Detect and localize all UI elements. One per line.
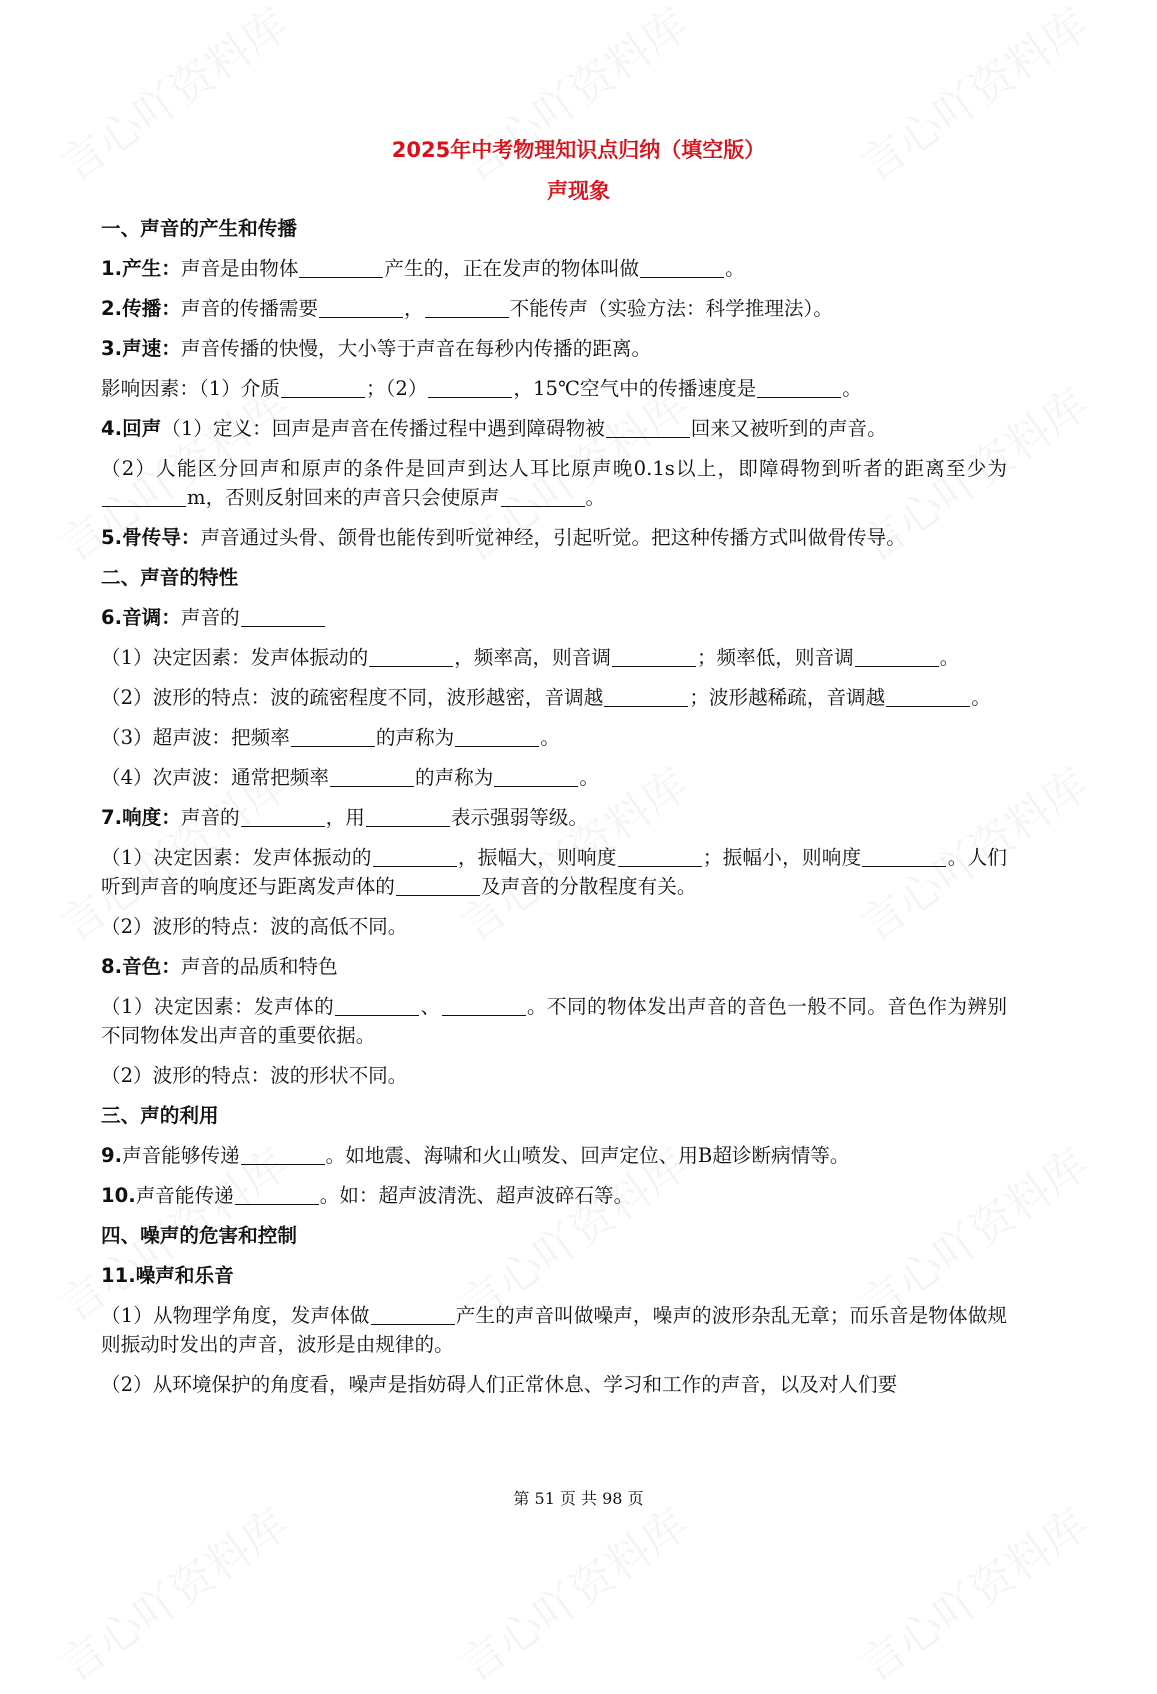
item-label: 1.产生： xyxy=(101,257,181,280)
fill-in-blank xyxy=(604,686,688,707)
paragraph xyxy=(101,334,1007,363)
item-label: 9. xyxy=(101,1144,123,1167)
text: 声音的 xyxy=(180,606,240,629)
text: 。 xyxy=(540,726,560,749)
item-label: 3.声速： xyxy=(101,337,181,360)
text: ；振幅小，则响度 xyxy=(702,846,862,869)
watermark xyxy=(46,0,299,194)
paragraph xyxy=(101,1301,1007,1359)
item-label: 7.响度： xyxy=(101,806,181,829)
text: 。如：超声波清洗、超声波碎石等。 xyxy=(319,1184,634,1207)
paragraph xyxy=(101,643,1007,672)
paragraph xyxy=(101,1061,1007,1090)
fill-in-blank xyxy=(319,297,403,318)
watermark xyxy=(446,1490,699,1694)
item-label: 2.传播： xyxy=(101,297,181,320)
paragraph xyxy=(101,254,1007,283)
text: （1）从物理学角度，发声体做 xyxy=(101,1304,370,1327)
text: ， xyxy=(404,297,424,320)
paragraph xyxy=(101,952,1007,981)
text: 。人们听到声音的响度还与距离发声体的 xyxy=(101,846,1008,898)
fill-in-blank xyxy=(425,297,509,318)
item-label: 6.音调： xyxy=(101,606,181,629)
fill-in-blank xyxy=(371,1304,455,1325)
section-heading xyxy=(101,563,1007,592)
text: 四、噪声的危害和控制 xyxy=(101,1224,297,1247)
text: 产生的声音叫做噪声，噪声的波形杂乱无章；而乐音是物体做规则振动时发出的声音，波形是由规律的。 xyxy=(101,1304,1008,1356)
fill-in-blank xyxy=(281,377,365,398)
fill-in-blank xyxy=(241,606,325,627)
text: （2）人能区分回声和原声的条件是回声到达人耳比原声晚0.1s以上，即障碍物到听者的距离至少为 xyxy=(101,457,1007,480)
fill-in-blank xyxy=(501,486,585,507)
text: （1）决定因素：发声体的 xyxy=(101,995,335,1018)
text: 。 xyxy=(971,686,991,709)
fill-in-blank xyxy=(235,1184,319,1205)
watermark xyxy=(846,1490,1099,1694)
fill-in-blank xyxy=(494,766,578,787)
text: 产生的，正在发声的物体叫做 xyxy=(384,257,640,280)
text: 声音能传递 xyxy=(135,1184,234,1207)
text: 影响因素：（1）介质 xyxy=(101,377,281,400)
watermark xyxy=(846,0,1099,194)
fill-in-blank xyxy=(886,686,970,707)
text: 回来又被听到的声音。 xyxy=(690,417,887,440)
text: 。 xyxy=(725,257,745,280)
fill-in-blank xyxy=(855,646,939,667)
text: ；波形越稀疏，音调越 xyxy=(689,686,886,709)
item-label: 10. xyxy=(101,1184,136,1207)
text: 声音传播的快慢，大小等于声音在每秒内传播的距离。 xyxy=(180,337,652,360)
text: 声音通过头骨、颌骨也能传到听觉神经，引起听觉。把这种传播方式叫做骨传导。 xyxy=(200,526,906,549)
paragraph xyxy=(101,723,1007,752)
text: 声音的品质和特色 xyxy=(180,955,338,978)
text: 不能传声（实验方法：科学推理法）。 xyxy=(509,297,833,320)
text: 声音是由物体 xyxy=(180,257,299,280)
text: ，用 xyxy=(325,806,365,829)
document-title: 2025年中考物理知识点归纳（填空版） xyxy=(391,138,766,162)
text: 二、声音的特性 xyxy=(101,566,239,589)
fill-in-blank xyxy=(102,486,186,507)
paragraph xyxy=(101,374,1007,403)
fill-in-blank xyxy=(291,726,375,747)
text: ；频率低，则音调 xyxy=(696,646,854,669)
text: 。 xyxy=(585,486,606,509)
section-heading xyxy=(101,214,1007,243)
text: 及声音的分散程度有关。 xyxy=(480,875,697,898)
section-heading xyxy=(101,1221,1007,1250)
watermark xyxy=(46,1490,299,1694)
text: 。如地震、海啸和火山喷发、回声定位、用B超诊断病情等。 xyxy=(325,1144,850,1167)
text: ，振幅大，则响度 xyxy=(457,846,617,869)
paragraph xyxy=(101,912,1007,941)
text: 11.噪声和乐音 xyxy=(101,1264,234,1287)
text: 一、声音的产生和传播 xyxy=(101,217,297,240)
fill-in-blank xyxy=(455,726,539,747)
text: 的声称为 xyxy=(415,766,494,789)
fill-in-blank xyxy=(366,806,450,827)
fill-in-blank xyxy=(335,995,419,1016)
text: （4）次声波：通常把频率 xyxy=(101,766,329,789)
fill-in-blank xyxy=(428,377,512,398)
paragraph xyxy=(101,414,1007,443)
text: （3）超声波：把频率 xyxy=(101,726,290,749)
document-subtitle: 声现象 xyxy=(547,179,610,203)
fill-in-blank xyxy=(640,257,724,278)
text: 声音的 xyxy=(180,806,240,829)
fill-in-blank xyxy=(606,417,690,438)
text: 。 xyxy=(579,766,599,789)
text: 。 xyxy=(939,646,960,669)
fill-in-blank xyxy=(369,646,453,667)
paragraph xyxy=(101,1141,1007,1170)
paragraph xyxy=(101,803,1007,832)
text: （1）决定因素：发声体振动的 xyxy=(101,646,369,669)
fill-in-blank xyxy=(618,846,702,867)
fill-in-blank xyxy=(373,846,457,867)
text: 。不同的物体发出声音的音色一般不同。音色作为辨别不同物体发出声音的重要依据。 xyxy=(101,995,1008,1047)
fill-in-blank xyxy=(862,846,946,867)
fill-in-blank xyxy=(442,995,526,1016)
text: （1）定义：回声是声音在传播过程中遇到障碍物被 xyxy=(161,417,605,440)
fill-in-blank xyxy=(396,875,480,896)
fill-in-blank xyxy=(330,766,414,787)
section-heading xyxy=(101,1261,1007,1290)
fill-in-blank xyxy=(612,646,696,667)
paragraph xyxy=(101,1181,1007,1210)
item-label: 4.回声 xyxy=(101,417,162,440)
text: 表示强弱等级。 xyxy=(450,806,588,829)
text: 、 xyxy=(420,995,441,1018)
fill-in-blank xyxy=(757,377,841,398)
text: m，否则反射回来的声音只会使原声 xyxy=(187,486,500,509)
text: 的声称为 xyxy=(375,726,455,749)
text: 声音的传播需要 xyxy=(180,297,319,320)
text: ；（2） xyxy=(366,377,428,400)
section-heading xyxy=(101,1101,1007,1130)
text: 。 xyxy=(842,377,862,400)
fill-in-blank xyxy=(241,806,325,827)
paragraph xyxy=(101,763,1007,792)
paragraph xyxy=(101,454,1007,512)
paragraph xyxy=(101,992,1007,1050)
text: （2）波形的特点：波的高低不同。 xyxy=(101,915,408,938)
text: ，频率高，则音调 xyxy=(454,646,611,669)
fill-in-blank xyxy=(241,1144,325,1165)
item-label: 5.骨传导： xyxy=(101,526,201,549)
paragraph xyxy=(101,1370,1007,1399)
page-number: 第 51 页 共 98 页 xyxy=(513,1489,644,1508)
paragraph xyxy=(101,603,1007,632)
text: 声音能够传递 xyxy=(122,1144,240,1167)
text: （2）波形的特点：波的疏密程度不同，波形越密，音调越 xyxy=(101,686,604,709)
paragraph xyxy=(101,523,1007,552)
text: （2）波形的特点：波的形状不同。 xyxy=(101,1064,408,1087)
item-label: 8.音色： xyxy=(101,955,181,978)
paragraph xyxy=(101,843,1007,901)
paragraph xyxy=(101,683,1007,712)
text: （2）从环境保护的角度看，噪声是指妨碍人们正常休息、学习和工作的声音，以及对人们要 xyxy=(101,1373,898,1396)
document-body xyxy=(101,214,1007,1410)
fill-in-blank xyxy=(299,257,383,278)
text: 三、声的利用 xyxy=(101,1104,219,1127)
watermark xyxy=(446,0,699,194)
text: ，15℃空气中的传播速度是 xyxy=(513,377,757,400)
paragraph xyxy=(101,294,1007,323)
text: （1）决定因素：发声体振动的 xyxy=(101,846,372,869)
